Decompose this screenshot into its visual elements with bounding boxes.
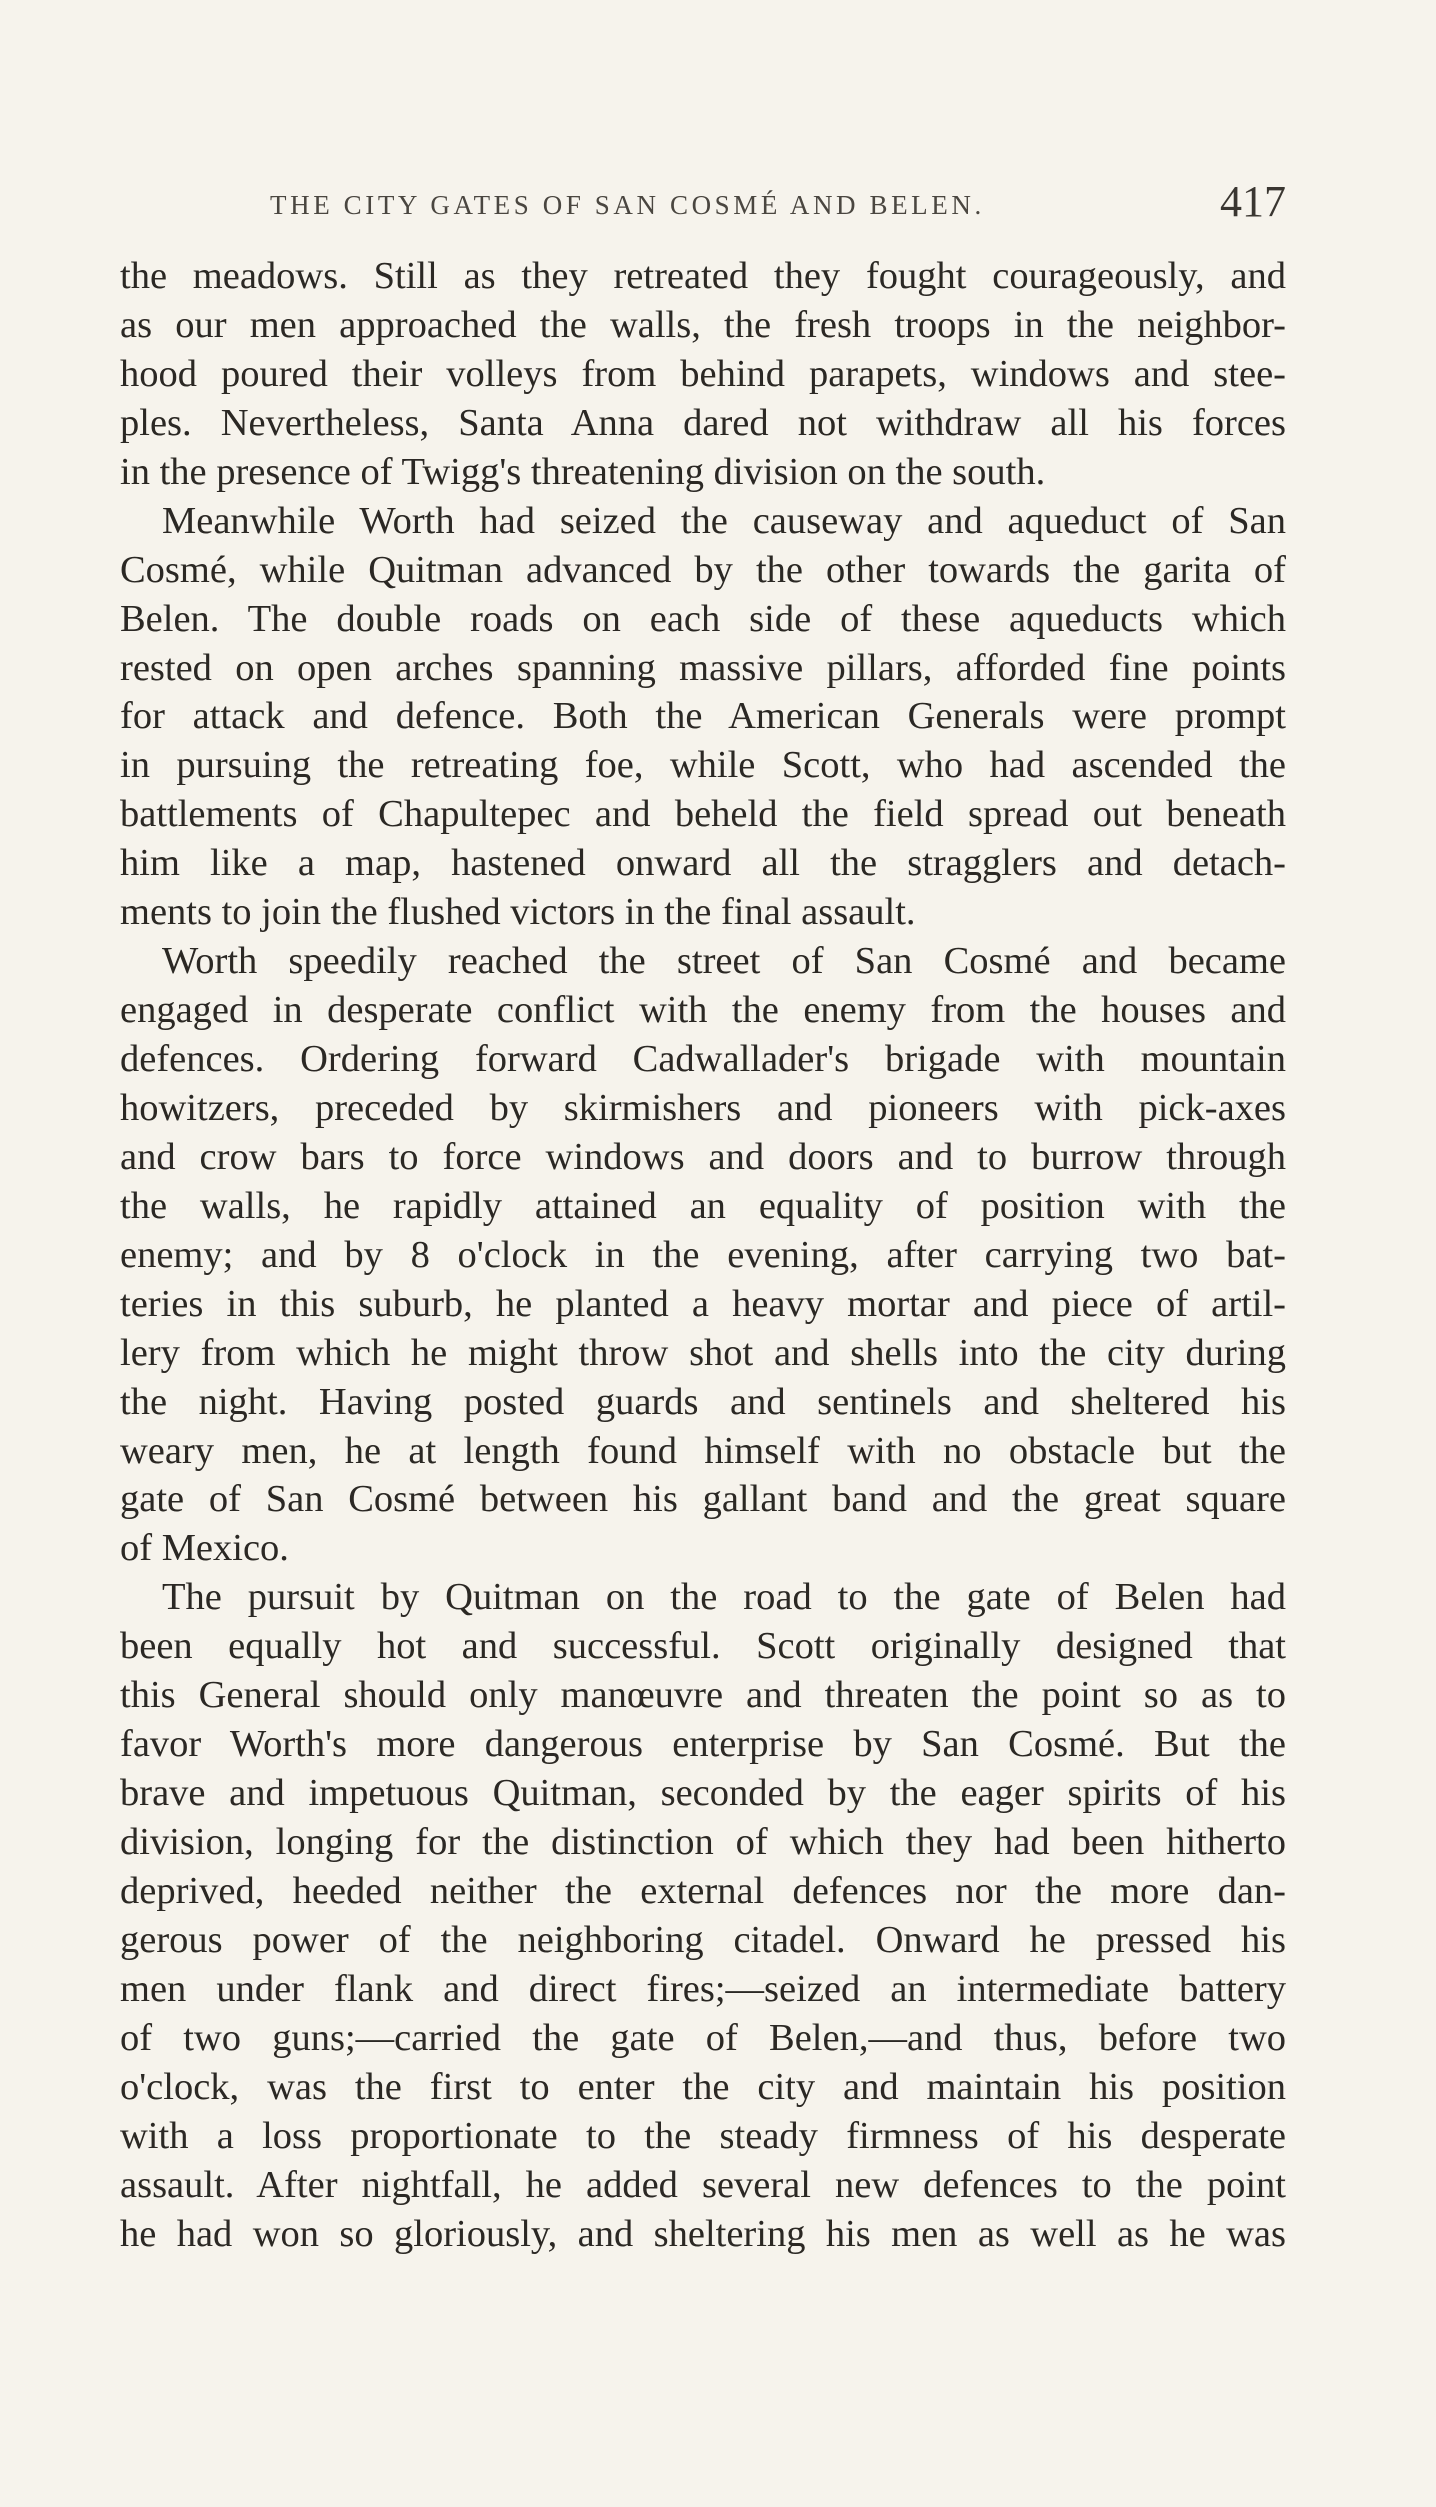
text-line: defences. Ordering forward Cadwallader's brigade with mountain — [120, 1038, 1286, 1080]
text-line: as our men approached the walls, the fresh troops in the neighbor- — [120, 303, 1286, 346]
text-line: for attack and defence. Both the American Generals were prompt — [120, 695, 1286, 738]
text-line: division, longing for the distinction of which they had been hitherto — [120, 1821, 1286, 1863]
text-line: been equally hot and successful. Scott originally designed that — [120, 1625, 1286, 1668]
running-title: THE CITY GATES OF SAN COSMÉ AND BELEN. — [270, 190, 985, 220]
text-line: howitzers, preceded by skirmishers and pioneers with pick-axes — [120, 1086, 1286, 1129]
text-line: and crow bars to force windows and doors and to burrow through — [120, 1135, 1286, 1178]
text-line: of Mexico. — [120, 1527, 289, 1570]
page-number: 417 — [1220, 177, 1286, 226]
text-line: in pursuing the retreating foe, while Scott, who had ascended the — [120, 744, 1286, 787]
text-line: with a loss proportionate to the steady firmness of his desperate — [120, 2114, 1286, 2157]
text-line: assault. After nightfall, he added several new defences to the point — [120, 2163, 1286, 2206]
text-line: the walls, he rapidly attained an equality of position with the — [120, 1184, 1286, 1227]
text-line: rested on open arches spanning massive pillars, afforded fine points — [120, 646, 1286, 689]
text-line: o'clock, was the first to enter the city and maintain his position — [120, 2065, 1286, 2108]
text-line: gerous power of the neighboring citadel. Onward he pressed his — [120, 1918, 1286, 1961]
text-line: ments to join the flushed victors in the final assault. — [120, 891, 916, 934]
text-line: lery from which he might throw shot and shells into the city during — [120, 1331, 1286, 1374]
text-line: deprived, heeded neither the external defences nor the more dan- — [120, 1869, 1286, 1912]
text-line: engaged in desperate conflict with the enemy from the houses and — [120, 989, 1286, 1032]
text-line: ples. Nevertheless, Santa Anna dared not withdraw all his forces — [120, 401, 1286, 444]
text-line: brave and impetuous Quitman, seconded by the eager spirits of his — [120, 1772, 1286, 1815]
text-line: this General should only manœuvre and threaten the point so as to — [120, 1674, 1286, 1717]
text-line: him like a map, hastened onward all the stragglers and detach- — [120, 842, 1286, 885]
text-line: Cosmé, while Quitman advanced by the other towards the garita of — [120, 548, 1286, 591]
text-line: men under flank and direct fires;—seized an intermediate battery — [120, 1967, 1286, 2010]
text-line: gate of San Cosmé between his gallant band and the great square — [120, 1478, 1286, 1521]
paragraph-start-line: The pursuit by Quitman on the road to the gate of Belen had — [162, 1576, 1286, 1619]
text-line: hood poured their volleys from behind parapets, windows and stee- — [120, 352, 1286, 395]
text-line: of two guns;—carried the gate of Belen,—and thus, before two — [120, 2016, 1286, 2059]
text-line: he had won so gloriously, and sheltering his men as well as he was — [120, 2212, 1286, 2255]
text-line: teries in this suburb, he planted a heavy mortar and piece of artil- — [120, 1282, 1286, 1325]
text-line: the night. Having posted guards and sentinels and sheltered his — [120, 1380, 1286, 1423]
text-line: enemy; and by 8 o'clock in the evening, after carrying two bat- — [120, 1233, 1286, 1276]
paragraph-start-line: Meanwhile Worth had seized the causeway and aqueduct of San — [162, 499, 1286, 542]
body-text — [120, 252, 1286, 2258]
text-line: in the presence of Twigg's threatening division on the south. — [120, 450, 1046, 493]
text-line: weary men, he at length found himself with no obstacle but the — [120, 1429, 1286, 1472]
paragraph-start-line: Worth speedily reached the street of San Cosmé and became — [162, 940, 1286, 983]
text-line: Belen. The double roads on each side of these aqueducts which — [120, 597, 1286, 640]
text-line: battlements of Chapultepec and beheld the field spread out beneath — [120, 793, 1286, 836]
text-line: favor Worth's more dangerous enterprise by San Cosmé. But the — [120, 1723, 1286, 1766]
running-head — [120, 176, 1286, 236]
text-line: the meadows. Still as they retreated they fought courageously, and — [120, 255, 1286, 297]
